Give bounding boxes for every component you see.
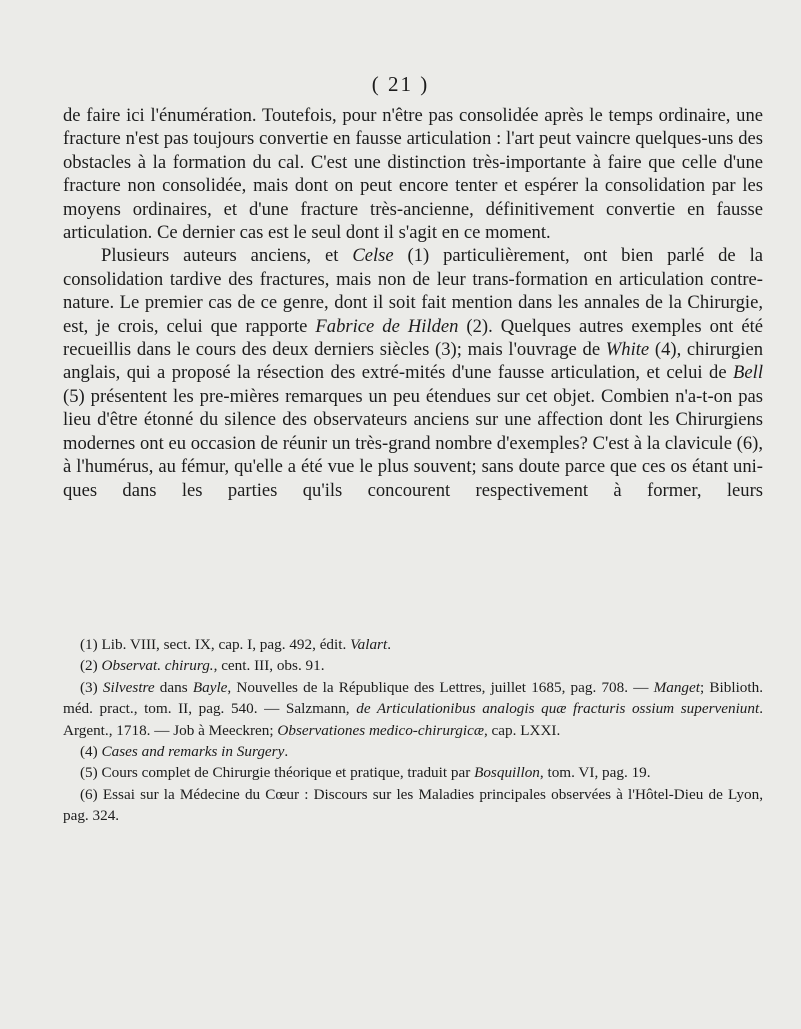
footnotes [63, 634, 763, 827]
footnote-3: (3) Silvestre dans Bayle, Nouvelles de la République des Lettres, juillet 1685, pag. 708. — Manget; Biblioth. méd. pract., tom. II, pag. 540. — Salzmann, de Articulationibus analogis quæ fracturis ossium superveniunt. Argent., 1718. — Job à Meeckren; Observationes medico-chirurgicæ, cap. LXXI. [63, 678, 763, 739]
footnote-1: (1) Lib. VIII, sect. IX, cap. I, pag. 492, édit. Valart. [80, 636, 391, 653]
paragraph-2: Plusieurs auteurs anciens, et Celse (1) particulièrement, ont bien parlé de la consolidation tardive des fractures, mais non de leur trans-formation en articulation contre-nature. Le premier cas de ce genre, dont il soit fait mention dans les annales de la Chirurgie, est, je crois, celui que rapporte Fabrice de Hilden (2). Quelques autres exemples ont été recueillis dans le cours des deux derniers siècles (3); mais l'ouvrage de White (4), chirurgien anglais, qui a proposé la résection des extré-mités d'une fausse articulation, et celui de Bell (5) présentent les pre-mières remarques un peu étendues sur cet objet. Combien n'a-t-on pas lieu d'être étonné du silence des observateurs anciens sur une affection dont les Chirurgiens modernes ont eu occasion de réunir un très-grand nombre d'exemples? C'est à la clavicule (6), à l'humérus, au fémur, qu'elle a été vue le plus souvent; sans doute parce que ces os étant uni-ques dans les parties qu'ils concourent respectivement à former, leurs [63, 245, 764, 501]
body-text [63, 104, 763, 502]
paragraph-1: de faire ici l'énumération. Toutefois, pour n'être pas consolidée après le temps ordinaire, une fracture n'est pas toujours convertie en fausse articulation : l'art peut vaincre quelques-uns des obstacles à la formation du cal. C'est une distinction très-importante à faire que celle d'une fracture non consolidée, mais dont on peut encore tenter et espérer la consolidation par les moyens ordinaires, et d'une fracture très-ancienne, définitivement convertie en fausse articulation. Ce dernier cas est le seul dont il s'agit en ce moment. [63, 105, 763, 244]
footnote-2: (2) Observat. chirurg., cent. III, obs. 91. [80, 657, 325, 675]
footnote-4: (4) Cases and remarks in Surgery. [80, 743, 289, 761]
author-celse: Celse [352, 245, 394, 267]
author-bell: Bell [733, 362, 763, 384]
footnote-6: (6) Essai sur la Médecine du Cœur : Discours sur les Maladies principales observées à l'Hôtel-Dieu de Lyon, pag. 324. [63, 785, 763, 825]
page-number: ( 21 ) [371, 72, 430, 96]
author-white: White [605, 339, 650, 361]
author-fabrice-de-hilden: Fabrice de Hilden [315, 315, 459, 337]
footnote-5: (5) Cours complet de Chirurgie théorique et pratique, traduit par Bosquillon, tom. VI, pag. 19. [80, 764, 651, 782]
